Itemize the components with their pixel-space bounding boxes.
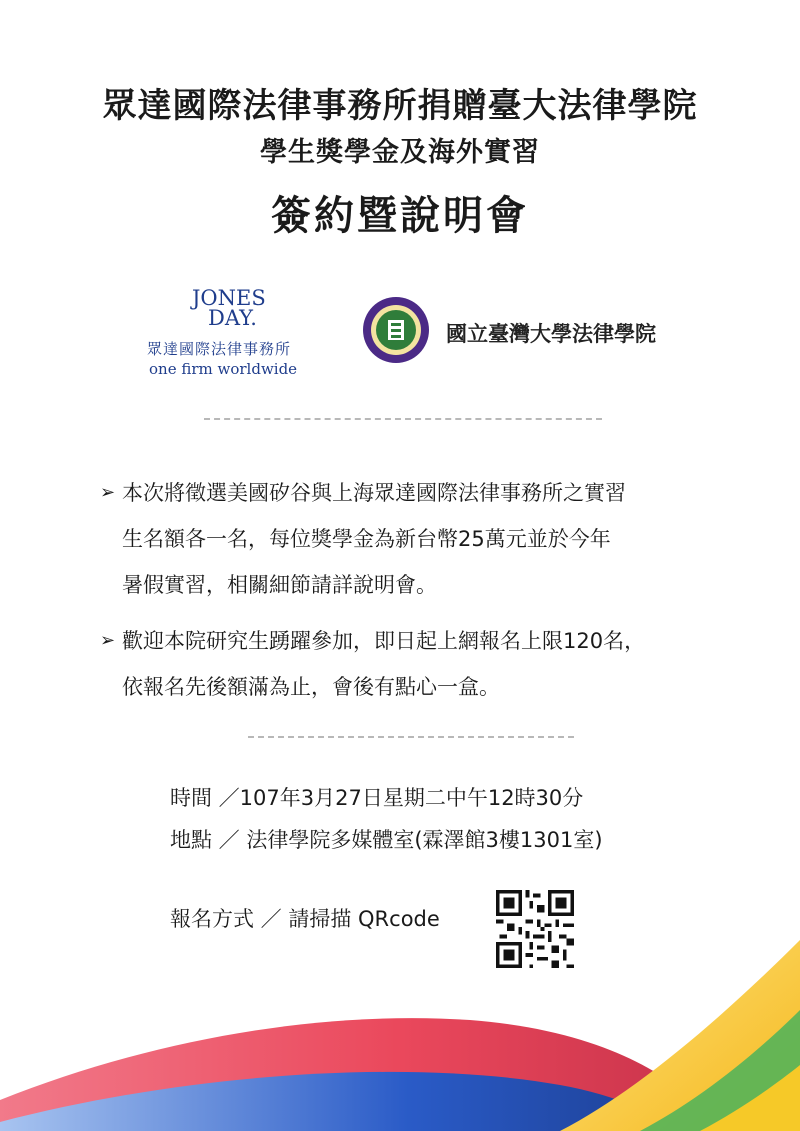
bullet-line: 本次將徵選美國矽谷與上海眾達國際法律事務所之實習 [122,481,626,505]
title-event: 簽約暨說明會 [271,193,529,239]
divider-bottom [248,736,574,738]
title-subject: 學生獎學金及海外實習 [260,137,540,168]
bullet-list [100,470,740,720]
jonesday-wordmark-jones: JONES [192,286,266,310]
jonesday-logo [192,288,266,328]
bullet-line: 依報名先後額滿為止，會後有點心一盒。 [122,675,500,699]
divider-top [204,418,602,420]
decorative-wave [0,900,800,1131]
bullet-item [100,618,740,710]
event-time: 時間 ／107年3月27日星期二中午12時30分 [170,786,584,810]
jonesday-tagline: one firm worldwide [149,360,298,378]
ntu-seal-icon [362,296,430,364]
bullet-item [100,470,740,608]
registration-method: 報名方式 ／ 請掃描 QRcode [170,907,440,931]
bullet-line: 暑假實習，相關細節請詳說明會。 [122,573,437,597]
ntu-law-name: 國立臺灣大學法律學院 [446,322,656,346]
arrow-right-icon: ➢ [100,482,116,503]
event-place: 地點 ／ 法律學院多媒體室(霖澤館3樓1301室) [170,828,603,852]
jonesday-chinese-name: 眾達國際法律事務所 [147,340,292,358]
arrow-right-icon: ➢ [100,630,116,651]
bullet-line: 歡迎本院研究生踴躍參加，即日起上網報名上限120名， [122,629,646,653]
bullet-line: 生名額各一名，每位獎學金為新台幣25萬元並於今年 [122,527,611,551]
jonesday-wordmark-day: DAY. [208,306,257,330]
title-organizer: 眾達國際法律事務所捐贈臺大法律學院 [102,86,698,126]
